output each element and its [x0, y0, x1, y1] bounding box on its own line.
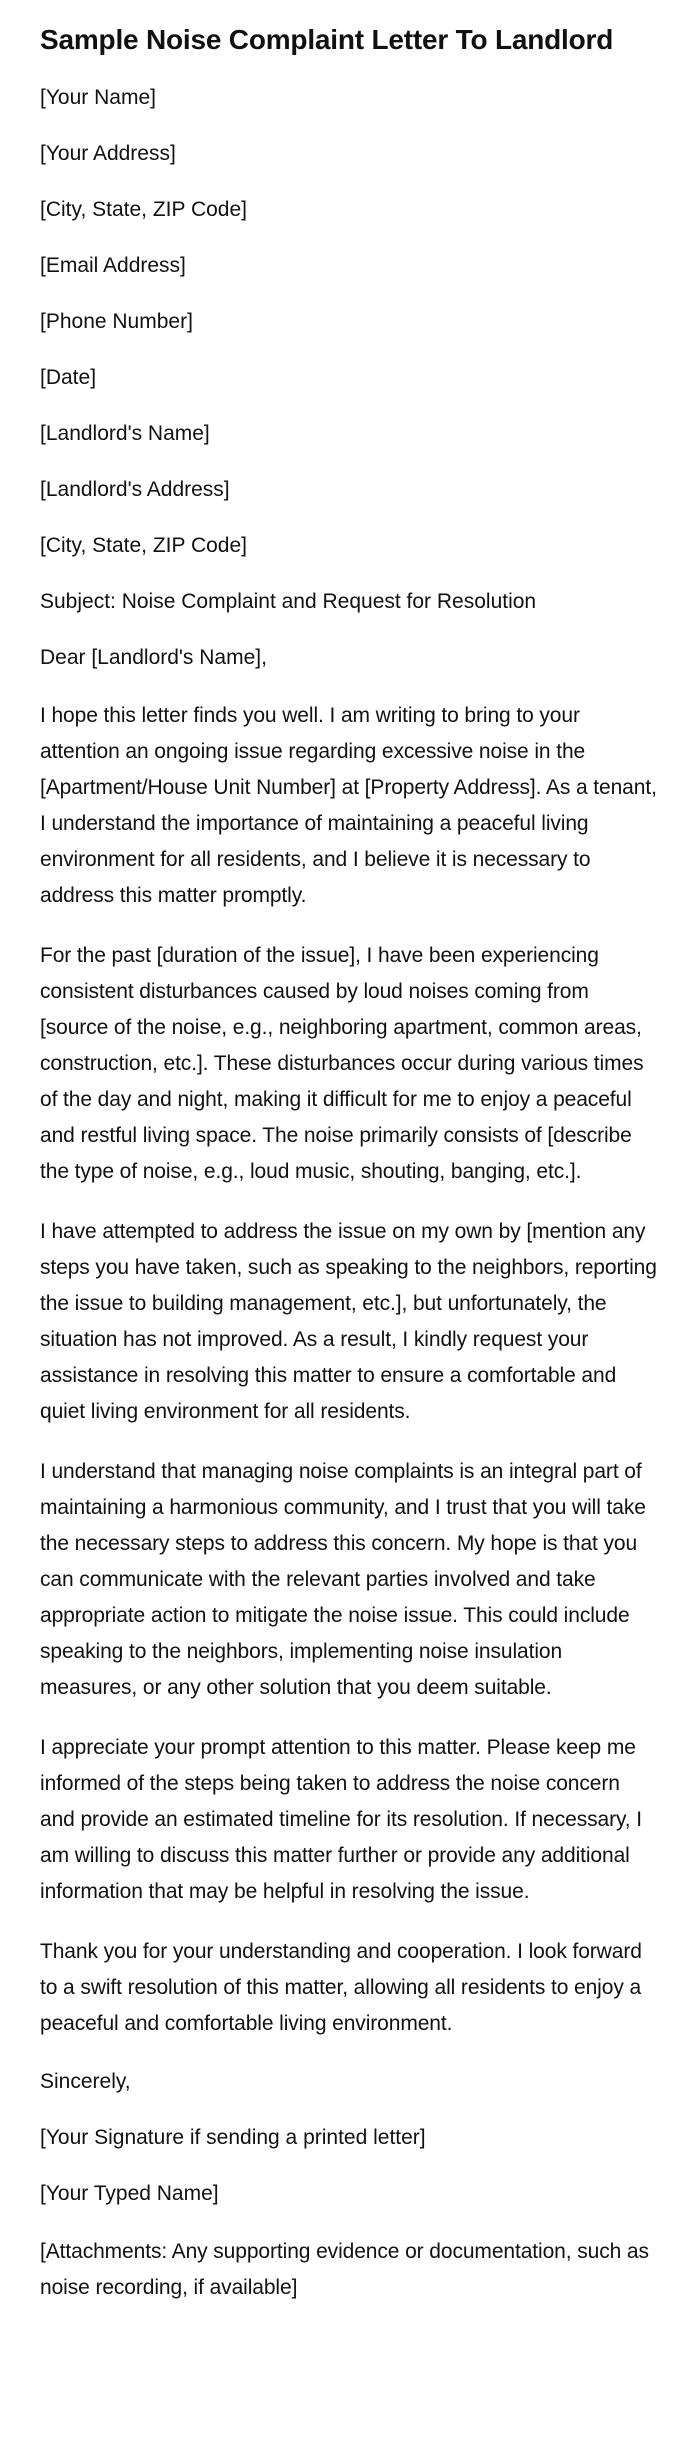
body-paragraph-2: For the past [duration of the issue], I have been experiencing consistent disturbances caused by loud noises coming from [source of the noise, e.g., neighboring apartment, common areas, construction, etc.]. These disturbances occur during various times of the day and night, making it difficult for me to enjoy a peaceful and restful living space. The noise primarily consists of [describe the type of noise, e.g., loud music, shouting, banging, etc.]. — [40, 944, 644, 1183]
letter-date: [Date] — [40, 366, 97, 389]
signature-line: [Your Signature if sending a printed letter] — [40, 2126, 426, 2149]
sender-city-state-zip: [City, State, ZIP Code] — [40, 198, 247, 221]
salutation: Dear [Landlord's Name], — [40, 646, 267, 669]
attachments-note: [Attachments: Any supporting evidence or documentation, such as noise recording, if available] — [40, 2240, 649, 2299]
subject-line: Subject: Noise Complaint and Request for Resolution — [40, 590, 537, 613]
sender-name: [Your Name] — [40, 86, 156, 109]
recipient-name: [Landlord's Name] — [40, 422, 210, 445]
body-paragraph-4: I understand that managing noise complaints is an integral part of maintaining a harmonious community, and I trust that you will take the necessary steps to address this concern. My hope is that you can communicate with the relevant parties involved and take appropriate action to mitigate the noise issue. This could include speaking to the neighbors, implementing noise insulation measures, or any other solution that you deem suitable. — [40, 1460, 646, 1699]
body-paragraph-1: I hope this letter finds you well. I am writing to bring to your attention an ongoing issue regarding excessive noise in the [Apartment/House Unit Number] at [Property Address]. As a tenant, I understand the importance of maintaining a peaceful living environment for all residents, and I believe it is necessary to address this matter promptly. — [40, 704, 657, 907]
body-paragraph-3: I have attempted to address the issue on my own by [mention any steps you have taken, such as speaking to the neighbors, reporting the issue to building management, etc.], but unfortunately, the situation has not improved. As a result, I kindly request your assistance in resolving this matter to ensure a comfortable and quiet living environment for all residents. — [40, 1220, 657, 1423]
sender-address: [Your Address] — [40, 142, 176, 165]
recipient-city-state-zip: [City, State, ZIP Code] — [40, 534, 247, 557]
body-paragraph-5: I appreciate your prompt attention to this matter. Please keep me informed of the steps being taken to address the noise concern and provide an estimated timeline for its resolution. If necessary, I am willing to discuss this matter further or provide any additional information that may be helpful in resolving the issue. — [40, 1736, 643, 1903]
recipient-address: [Landlord's Address] — [40, 478, 230, 501]
body-paragraph-6: Thank you for your understanding and cooperation. I look forward to a swift resolution of this matter, allowing all residents to enjoy a peaceful and comfortable living environment. — [40, 1940, 642, 2035]
sender-email: [Email Address] — [40, 254, 186, 277]
sender-phone: [Phone Number] — [40, 310, 193, 333]
typed-name: [Your Typed Name] — [40, 2182, 219, 2205]
document-title: Sample Noise Complaint Letter To Landlord — [40, 24, 614, 55]
closing: Sincerely, — [40, 2070, 131, 2093]
